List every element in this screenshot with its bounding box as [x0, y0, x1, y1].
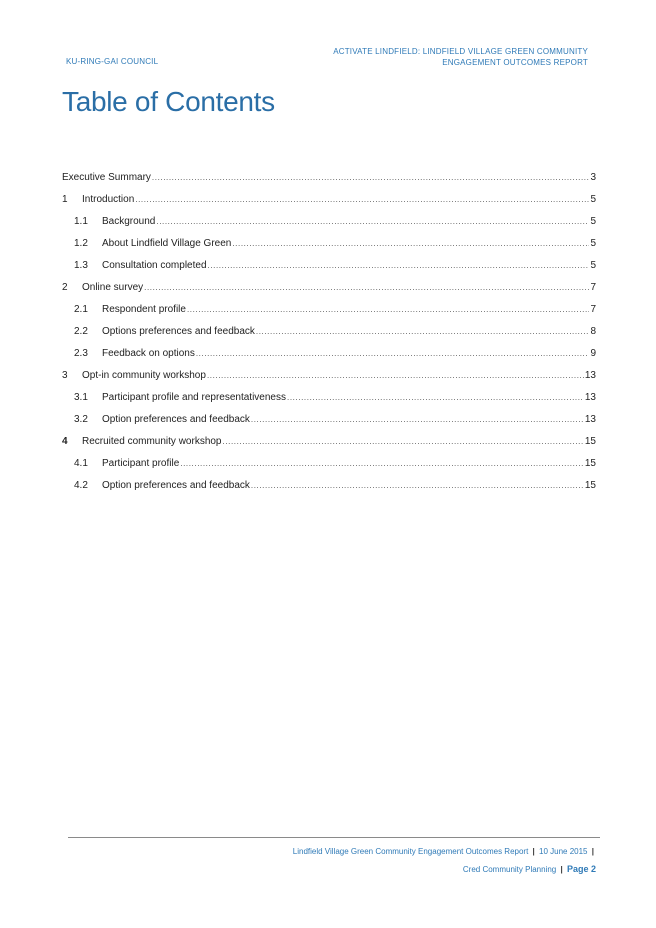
toc-entry-page: 7: [590, 282, 596, 293]
footer-report-line: [293, 847, 596, 856]
toc-entry-about-lindfield-village-green[interactable]: [62, 238, 596, 260]
toc-entry-page: 15: [584, 436, 596, 447]
toc-entry-opt-in-community-workshop[interactable]: [62, 370, 596, 392]
toc-entry-label: Options preferences and feedback: [102, 326, 255, 337]
footer-page-number: Page 2: [566, 864, 596, 874]
toc-entry-number: 3.1: [74, 392, 88, 403]
toc-leader-dots: [256, 327, 590, 336]
toc-leader-dots: [207, 371, 584, 380]
toc-entry-number: 4: [62, 436, 68, 447]
toc-entry-number: 1.1: [74, 216, 88, 227]
toc-entry-feedback-on-options[interactable]: [62, 348, 596, 370]
toc-entry-introduction[interactable]: [62, 194, 596, 216]
toc-leader-dots: [152, 173, 590, 182]
toc-entry-page: 15: [584, 480, 596, 491]
toc-entry-option-preferences-and-feedback-3-2[interactable]: [62, 414, 596, 436]
toc-leader-dots: [223, 437, 584, 446]
toc-leader-dots: [232, 239, 589, 248]
toc-entry-page: 5: [590, 216, 596, 227]
toc-entry-page: 5: [590, 194, 596, 205]
footer-report-name: Lindfield Village Green Community Engagement Outcomes Report: [292, 847, 529, 856]
toc-entry-online-survey[interactable]: [62, 282, 596, 304]
toc-entry-number: 4.2: [74, 480, 88, 491]
footer-separator: |: [560, 865, 563, 874]
toc-leader-dots: [208, 261, 590, 270]
toc-entry-label: Option preferences and feedback: [102, 414, 250, 425]
toc-entry-background[interactable]: [62, 216, 596, 238]
toc-entry-page: 13: [584, 392, 596, 403]
toc-leader-dots: [156, 217, 589, 226]
toc-entry-number: 1.2: [74, 238, 88, 249]
toc-entry-page: 7: [590, 304, 596, 315]
report-header-line-1: ACTIVATE LINDFIELD: LINDFIELD VILLAGE GREEN COMMUNITY: [333, 47, 588, 56]
toc-entry-participant-profile-and-representativeness[interactable]: [62, 392, 596, 414]
toc-entry-page: 8: [590, 326, 596, 337]
toc-entry-options-preferences-and-feedback[interactable]: [62, 326, 596, 348]
toc-entry-participant-profile[interactable]: [62, 458, 596, 480]
toc-leader-dots: [135, 195, 589, 204]
toc-entry-number: 4.1: [74, 458, 88, 469]
toc-entry-label: Online survey: [82, 282, 144, 293]
toc-entry-label: Feedback on options: [102, 348, 195, 359]
footer-org-name: Cred Community Planning: [462, 865, 557, 874]
toc-entry-number: 2: [62, 282, 68, 293]
toc-entry-page: 13: [584, 414, 596, 425]
footer-date: 10 June 2015: [539, 847, 588, 856]
toc-entry-label: Introduction: [82, 194, 135, 205]
toc-entry-number: 2.1: [74, 304, 88, 315]
toc-leader-dots: [251, 415, 584, 424]
toc-entry-number: 3: [62, 370, 68, 381]
toc-entry-consultation-completed[interactable]: [62, 260, 596, 282]
toc-entry-page: 5: [590, 238, 596, 249]
toc-entry-recruited-community-workshop[interactable]: [62, 436, 596, 458]
toc-entry-executive-summary[interactable]: [62, 172, 596, 194]
page-title: Table of Contents: [62, 86, 275, 117]
toc-entry-number: 2.3: [74, 348, 88, 359]
toc-leader-dots: [180, 459, 584, 468]
toc-entry-label: About Lindfield Village Green: [102, 238, 232, 249]
toc-entry-label: Opt-in community workshop: [82, 370, 206, 381]
footer-org-line: [463, 864, 596, 874]
toc-entry-number: 2.2: [74, 326, 88, 337]
toc-leader-dots: [187, 305, 589, 314]
toc-leader-dots: [251, 481, 584, 490]
toc-entry-label: Consultation completed: [102, 260, 207, 271]
toc-leader-dots: [287, 393, 584, 402]
toc-entry-page: 9: [590, 348, 596, 359]
table-of-contents: [62, 172, 596, 502]
toc-entry-number: 1: [62, 194, 68, 205]
toc-entry-page: 5: [590, 260, 596, 271]
footer-separator: |: [532, 847, 535, 856]
toc-leader-dots: [144, 283, 589, 292]
council-name: KU-RING-GAI COUNCIL: [66, 57, 159, 66]
toc-entry-number: 3.2: [74, 414, 88, 425]
toc-entry-label: Executive Summary: [62, 172, 151, 183]
toc-entry-page: 15: [584, 458, 596, 469]
toc-entry-page: 13: [584, 370, 596, 381]
toc-entry-label: Recruited community workshop: [82, 436, 222, 447]
toc-entry-label: Participant profile: [102, 458, 180, 469]
toc-leader-dots: [196, 349, 590, 358]
footer-divider: [68, 837, 600, 838]
toc-entry-number: 1.3: [74, 260, 88, 271]
footer-separator: |: [591, 847, 594, 856]
toc-entry-label: Respondent profile: [102, 304, 186, 315]
toc-entry-label: Background: [102, 216, 156, 227]
toc-entry-option-preferences-and-feedback-4-2[interactable]: [62, 480, 596, 502]
toc-entry-page: 3: [590, 172, 596, 183]
toc-entry-label: Option preferences and feedback: [102, 480, 250, 491]
toc-entry-respondent-profile[interactable]: [62, 304, 596, 326]
report-header-line-2: ENGAGEMENT OUTCOMES REPORT: [442, 58, 588, 67]
report-header: [333, 46, 588, 68]
toc-entry-label: Participant profile and representativeness: [102, 392, 286, 403]
